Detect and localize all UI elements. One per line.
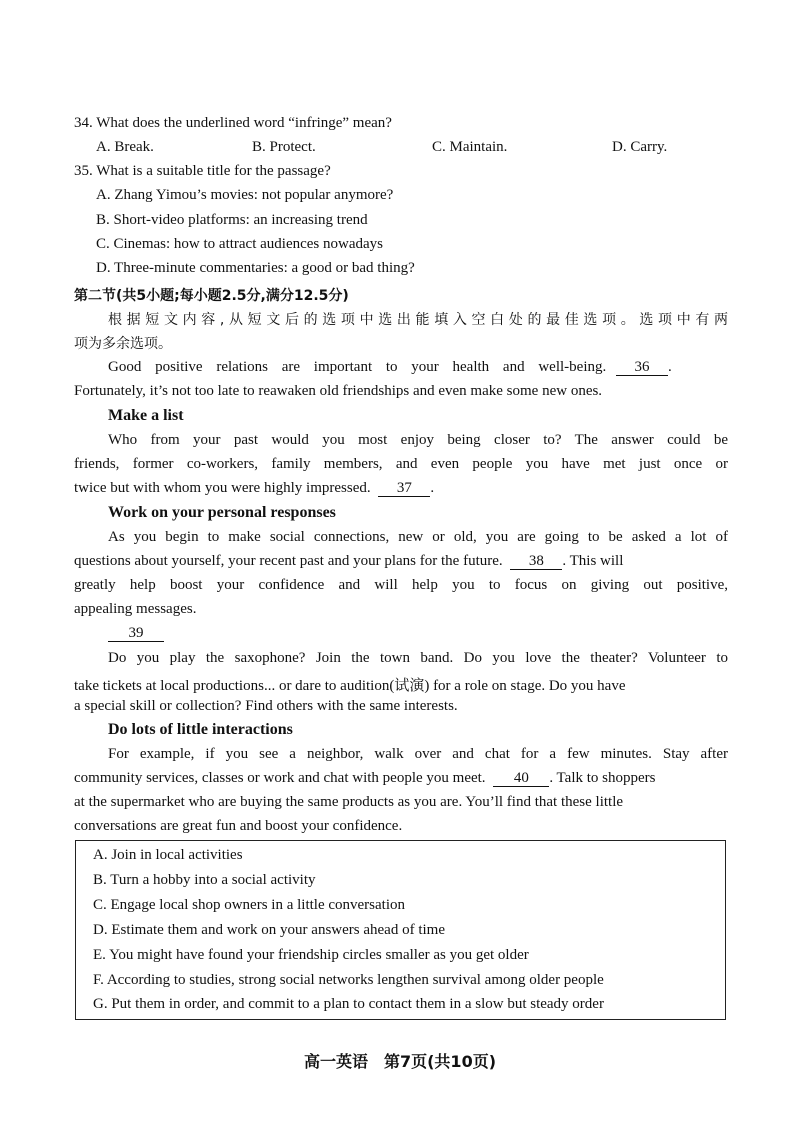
option-c: C. Engage local shop owners in a little conversation	[93, 897, 406, 913]
section-instruction-line1: 根据短文内容,从短文后的选项中选出能填入空白处的最佳选项。选项中有两	[108, 312, 728, 328]
blank-40: 40	[493, 771, 549, 787]
blank-37: 37	[378, 481, 430, 497]
paragraph-4-line-1: Do you play the saxophone? Join the town band. Do you love the theater? Volunteer to	[108, 650, 728, 666]
paragraph-3-line-4: appealing messages.	[74, 601, 197, 617]
paragraph-3-line-3: greatly help boost your confidence and will help you to focus on giving out positive,	[74, 577, 728, 593]
section-heading: 第二节(共5小题;每小题2.5分,满分12.5分)	[74, 288, 349, 304]
paragraph-2-line-3: twice but with whom you were highly impressed. 37 .	[74, 480, 435, 496]
paragraph-1-line-2: Fortunately, it’s not too late to reawaken old friendships and even make some new ones.	[74, 383, 603, 399]
paragraph-text: . Talk to shoppers	[549, 770, 656, 786]
option-g: G. Put them in order, and commit to a plan to contact them in a slow but steady order	[93, 996, 604, 1012]
paragraph-5-line-2	[74, 770, 655, 787]
paragraph-3-line-2	[74, 553, 623, 570]
paragraph-4-line-3: a special skill or collection? Find others with the same interests.	[74, 698, 458, 714]
paragraph-2-line-2: friends, former co-workers, family members, and even people you have met just once or	[74, 456, 728, 472]
options-box	[75, 840, 726, 1020]
blank-39: 39	[108, 626, 164, 642]
paragraph-5-line-3: at the supermarket who are buying the same products as you are. You’ll find that these little	[74, 794, 624, 810]
option-d: D. Estimate them and work on your answers ahead of time	[93, 922, 445, 938]
heading-make-a-list: Make a list	[108, 407, 184, 424]
blank-36: 36	[616, 360, 668, 376]
heading-39	[108, 625, 164, 642]
paragraph-5-line-1: For example, if you see a neighbor, walk over and chat for a few minutes. Stay after	[108, 746, 728, 762]
heading-little-interactions: Do lots of little interactions	[108, 721, 293, 738]
paragraph-5-line-4: conversations are great fun and boost your confidence.	[74, 818, 403, 834]
question-35: 35. What is a suitable title for the passage?	[74, 163, 331, 179]
paragraph-text: questions about yourself, your recent past and your plans for the future.	[74, 553, 503, 569]
q34-option-d: D. Carry.	[612, 139, 668, 155]
option-e: E. You might have found your friendship circles smaller as you get older	[93, 947, 529, 963]
paragraph-3-line-1: As you begin to make social connections, new or old, you are going to be asked a lot of	[108, 529, 728, 545]
paragraph-2-line-1: Who from your past would you most enjoy being closer to? The answer could be	[108, 432, 728, 448]
q35-option-b: B. Short-video platforms: an increasing trend	[96, 212, 368, 228]
q35-option-d: D. Three-minute commentaries: a good or bad thing?	[96, 260, 415, 276]
paragraph-text: twice but with whom you were highly impressed.	[74, 480, 371, 496]
q34-option-a: A. Break.	[96, 139, 154, 155]
blank-38: 38	[510, 554, 562, 570]
q34-option-c: C. Maintain.	[432, 139, 508, 155]
paragraph-1-line-1: Good positive relations are important to your health and well-being. 36 .	[108, 359, 672, 375]
question-34: 34. What does the underlined word “infringe” mean?	[74, 115, 392, 131]
paragraph-text: . This will	[562, 553, 624, 569]
paragraph-text: Good positive relations are important to your health and well-being.	[108, 359, 607, 375]
page-footer: 高一英语 第7页(共10页)	[303, 1052, 497, 1071]
q35-option-c: C. Cinemas: how to attract audiences nowadays	[96, 236, 384, 252]
q34-option-b: B. Protect.	[252, 139, 316, 155]
paragraph-4-line-2: take tickets at local productions... or dare to audition(试演) for a role on stage. Do you have	[74, 678, 626, 694]
option-b: B. Turn a hobby into a social activity	[93, 872, 316, 888]
heading-personal-responses: Work on your personal responses	[108, 504, 336, 521]
paragraph-text: community services, classes or work and chat with people you meet.	[74, 770, 486, 786]
section-instruction-line2: 项为多余选项。	[74, 336, 172, 352]
q35-option-a: A. Zhang Yimou’s movies: not popular anymore?	[96, 187, 394, 203]
option-f: F. According to studies, strong social networks lengthen survival among older people	[93, 972, 604, 988]
option-a: A. Join in local activities	[93, 847, 243, 863]
